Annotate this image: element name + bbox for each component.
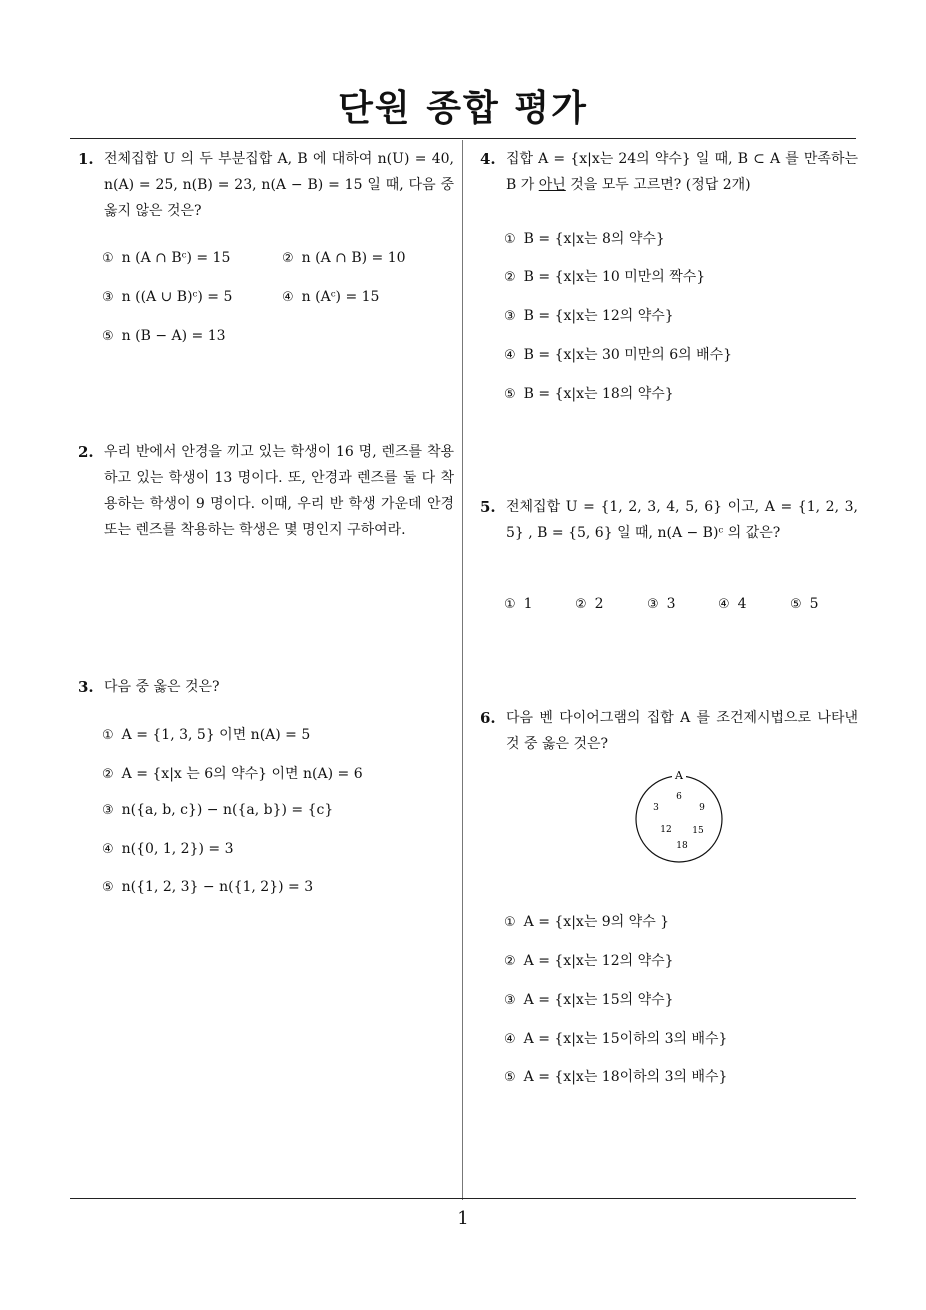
option-text: A = {x|x는 15의 약수}: [523, 992, 674, 1008]
column-divider: [462, 140, 463, 1200]
question-number: 3.: [78, 678, 94, 696]
option-2[interactable]: [575, 596, 604, 612]
option-text: n (A ∩ B) = 10: [301, 250, 406, 266]
option-4[interactable]: [282, 289, 379, 305]
option-3[interactable]: [102, 289, 232, 305]
question-number: 5.: [480, 498, 496, 516]
option-text: B = {x|x는 30 미만의 6의 배수}: [523, 347, 733, 363]
option-mark: ④: [102, 842, 114, 857]
page-title: 단원 종합 평가: [338, 88, 588, 129]
underlined-word: 아닌: [538, 177, 566, 193]
option-text: n({1, 2, 3} − n({1, 2}) = 3: [121, 879, 314, 895]
option-4[interactable]: [102, 841, 233, 857]
option-1[interactable]: [504, 596, 533, 612]
option-5[interactable]: [504, 383, 674, 403]
option-mark: ⑤: [504, 387, 516, 402]
option-mark: ②: [575, 597, 587, 612]
option-mark: ③: [102, 290, 114, 305]
option-text: n (A ∩ Bᶜ) = 15: [121, 250, 231, 266]
option-2[interactable]: [504, 950, 674, 970]
option-4[interactable]: [504, 1028, 727, 1048]
option-mark: ①: [102, 728, 114, 743]
option-text: B = {x|x는 10 미만의 짝수}: [523, 269, 706, 285]
top-rule: [70, 138, 856, 139]
question-2: [78, 439, 454, 543]
option-text: n({a, b, c}) − n({a, b}) = {c}: [121, 802, 334, 818]
option-5[interactable]: [790, 596, 819, 612]
option-text: A = {x|x는 18이하의 3의 배수}: [523, 1069, 728, 1085]
option-2[interactable]: [102, 763, 363, 783]
option-mark: ①: [504, 915, 516, 930]
venn-element: 15: [692, 826, 704, 836]
option-mark: ④: [504, 1032, 516, 1047]
question-5: [480, 494, 858, 546]
option-mark: ③: [647, 597, 659, 612]
option-text: A = {x|x는 9의 약수 }: [523, 914, 670, 930]
option-3[interactable]: [102, 802, 333, 818]
option-text: A = {1, 3, 5} 이면 n(A) = 5: [121, 727, 311, 743]
option-text: n (Aᶜ) = 15: [301, 289, 380, 305]
venn-diagram: [633, 768, 729, 864]
question-text: 전체집합 U = {1, 2, 3, 4, 5, 6} 이고, A = {1, 2, 3, 5} , B = {5, 6} 일 때, n(A − B)ᶜ 의 값은?: [506, 499, 858, 541]
question-text-before: 집합 A = {x|x는 24의 약수} 일 때, B ⊂ A 를 만족하는 B 가: [506, 151, 858, 193]
option-text: A = {x|x는 15이하의 3의 배수}: [523, 1031, 728, 1047]
option-3[interactable]: [504, 989, 674, 1009]
venn-element: 12: [660, 825, 672, 835]
option-mark: ④: [282, 290, 294, 305]
option-mark: ①: [102, 251, 114, 266]
option-text: B = {x|x는 18의 약수}: [523, 386, 674, 402]
option-text: A = {x|x는 12의 약수}: [523, 953, 674, 969]
option-5[interactable]: [102, 328, 226, 344]
option-1[interactable]: [102, 724, 310, 744]
option-text: n (B − A) = 13: [121, 328, 226, 344]
question-number: 1.: [78, 150, 94, 168]
option-text: 1: [523, 596, 533, 612]
question-number: 6.: [480, 709, 496, 727]
option-mark: ②: [504, 954, 516, 969]
option-mark: ②: [282, 251, 294, 266]
question-4: [480, 146, 858, 198]
option-mark: ①: [504, 232, 516, 247]
question-6: [480, 705, 858, 757]
question-number: 2.: [78, 443, 94, 461]
option-mark: ③: [504, 993, 516, 1008]
question-text: 전체집합 U 의 두 부분집합 A, B 에 대하여 n(U) = 40, n(A) = 25, n(B) = 23, n(A − B) = 15 일 때, 다음 중 옳지 않은 것은?: [104, 151, 454, 219]
option-mark: ②: [102, 767, 114, 782]
option-mark: ④: [718, 597, 730, 612]
question-text-after: 것을 모두 고르면? (정답 2개): [565, 177, 751, 193]
bottom-rule: [70, 1198, 856, 1199]
option-text: 3: [666, 596, 676, 612]
venn-element: 3: [653, 803, 659, 813]
option-mark: ④: [504, 348, 516, 363]
question-number: 4.: [480, 150, 496, 168]
question-text: 우리 반에서 안경을 끼고 있는 학생이 16 명, 렌즈를 착용하고 있는 학생이 13 명이다. 또, 안경과 렌즈를 둘 다 착용하는 학생이 9 명이다. 이때, 우리 반 학생 가운데 안경 또는 렌즈를 착용하는 학생은 몇 명인지 구하여라.: [104, 444, 454, 538]
page-number: 1: [457, 1208, 469, 1229]
option-mark: ⑤: [790, 597, 802, 612]
option-mark: ③: [504, 309, 516, 324]
venn-element: 9: [699, 803, 705, 813]
option-5[interactable]: [504, 1066, 727, 1086]
venn-label: A: [675, 769, 683, 782]
option-mark: ③: [102, 803, 114, 818]
option-text: A = {x|x 는 6의 약수} 이면 n(A) = 6: [121, 766, 363, 782]
venn-element: 6: [676, 792, 682, 802]
option-text: n({0, 1, 2}) = 3: [121, 841, 234, 857]
question-1: [78, 146, 454, 224]
option-mark: ⑤: [102, 880, 114, 895]
option-1[interactable]: [102, 250, 230, 266]
option-mark: ⑤: [102, 329, 114, 344]
option-3[interactable]: [504, 305, 674, 325]
option-3[interactable]: [647, 596, 676, 612]
option-5[interactable]: [102, 879, 313, 895]
option-4[interactable]: [504, 344, 732, 364]
option-4[interactable]: [718, 596, 747, 612]
question-text: 다음 중 옳은 것은?: [104, 679, 220, 695]
option-text: 2: [594, 596, 604, 612]
question-text: 다음 벤 다이어그램의 집합 A 를 조건제시법으로 나타낸 것 중 옳은 것은?: [506, 710, 858, 752]
option-1[interactable]: [504, 228, 665, 248]
option-text: 5: [809, 596, 819, 612]
option-mark: ②: [504, 270, 516, 285]
option-text: B = {x|x는 12의 약수}: [523, 308, 674, 324]
option-mark: ⑤: [504, 1070, 516, 1085]
question-3: [78, 674, 454, 700]
venn-element: 18: [676, 841, 688, 851]
option-mark: ①: [504, 597, 516, 612]
option-2[interactable]: [282, 250, 406, 266]
option-2[interactable]: [504, 266, 705, 286]
option-1[interactable]: [504, 911, 669, 931]
option-text: n ((A ∪ B)ᶜ) = 5: [121, 289, 233, 305]
option-text: B = {x|x는 8의 약수}: [523, 231, 665, 247]
option-text: 4: [737, 596, 747, 612]
